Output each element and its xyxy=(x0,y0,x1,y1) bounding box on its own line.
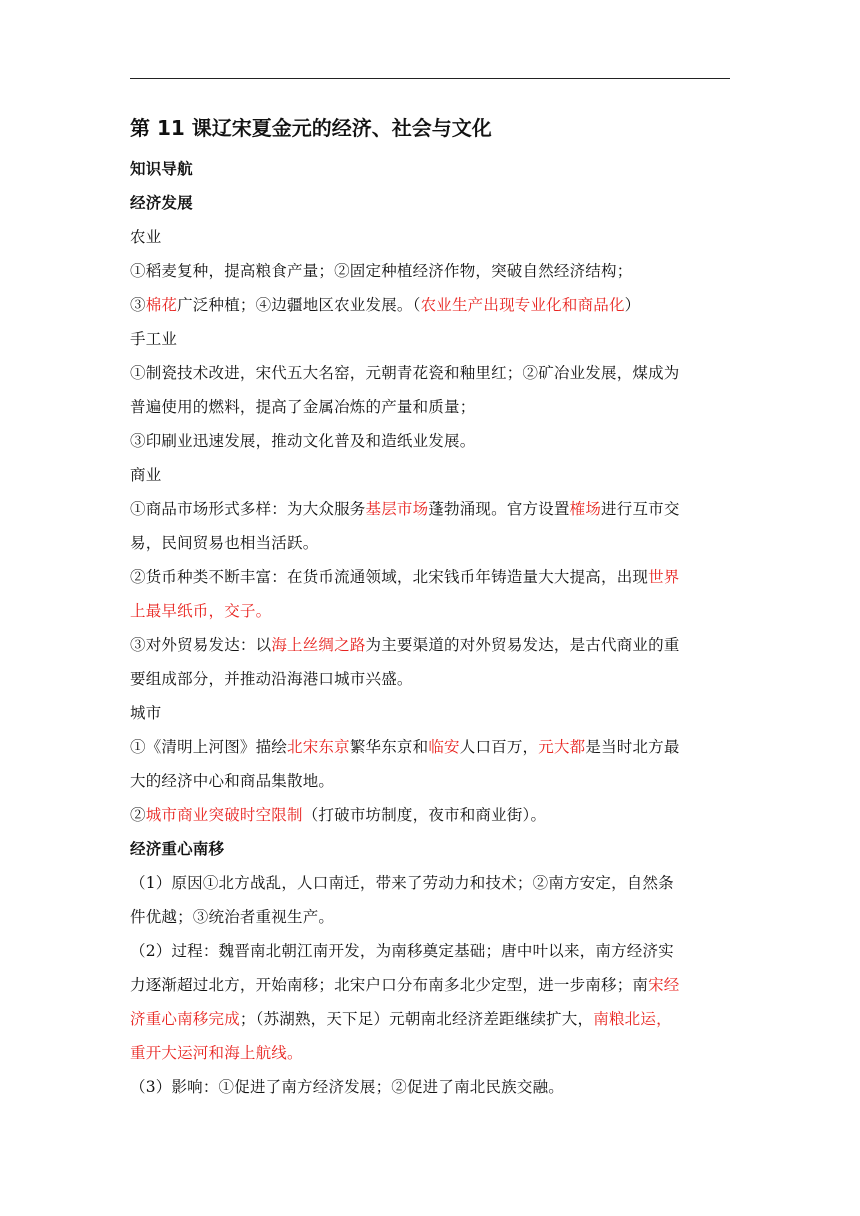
section-heading-economy: 经济发展 xyxy=(130,194,193,212)
text-run: 进行互市交 xyxy=(601,500,680,518)
text-run: 。 xyxy=(255,602,272,620)
text-run: ①《清明上河图》描绘 xyxy=(130,738,288,756)
highlight-text: 世界 xyxy=(648,568,680,586)
paragraph-line: （1）原因①北方战乱，人口南迁，带来了劳动力和技术；②南方安定，自然条 xyxy=(130,874,674,892)
text-run: ③对外贸易发达：以 xyxy=(130,636,272,654)
paragraph-line xyxy=(130,973,735,995)
paragraph-line xyxy=(130,599,735,621)
paragraph-line xyxy=(130,565,735,587)
paragraph-line: ①稻麦复种，提高粮食产量；②固定种植经济作物，突破自然经济结构； xyxy=(130,262,633,280)
paragraph-line xyxy=(130,803,735,825)
highlight-text: 济重心南移完成 xyxy=(130,1010,240,1028)
text-run: ② xyxy=(130,806,146,824)
subheading-agriculture: 农业 xyxy=(130,228,162,246)
page-title: 第 11 课辽宋夏金元的经济、社会与文化 xyxy=(130,116,492,140)
paragraph-line: 重开大运河和海上航线。 xyxy=(130,1044,303,1062)
paragraph-line: （3）影响：①促进了南方经济发展；②促进了南北民族交融。 xyxy=(130,1078,564,1096)
highlight-text: 上最早纸币，交子 xyxy=(130,602,256,620)
section-heading-shift: 经济重心南移 xyxy=(130,840,225,858)
highlight-text: 榷场 xyxy=(569,500,602,518)
text-run: 广泛种植；④边疆地区农业发展。（ xyxy=(177,296,421,314)
text-run: 繁华东京和 xyxy=(349,738,429,756)
subheading-commerce: 商业 xyxy=(130,466,162,484)
highlight-text: 临安 xyxy=(428,738,460,756)
paragraph-line: 普遍使用的燃料，提高了金属冶炼的产量和质量； xyxy=(130,398,476,416)
highlight-text: 基层市场 xyxy=(365,500,429,518)
highlight-text: 城市商业突破时空限制 xyxy=(145,806,303,824)
highlight-text: 北宋东京 xyxy=(287,738,350,756)
paragraph-line: 件优越；③统治者重视生产。 xyxy=(130,908,335,926)
text-run: ） xyxy=(624,296,641,314)
paragraph-line xyxy=(130,633,735,655)
text-run: 蓬勃涌现。官方设置 xyxy=(428,500,570,518)
subheading-handicraft: 手工业 xyxy=(130,330,178,348)
subheading-city: 城市 xyxy=(130,704,162,722)
text-run: （打破市坊制度，夜市和商业街）。 xyxy=(302,806,547,824)
highlight-text: 宋经 xyxy=(648,976,680,994)
highlight-text: 南粮北运， xyxy=(593,1010,672,1028)
text-run: 力逐渐超过北方，开始南移；北宋户口分布南多北少定型，进一步南移；南 xyxy=(130,976,649,994)
paragraph-line: ③印刷业迅速发展，推动文化普及和造纸业发展。 xyxy=(130,432,476,450)
paragraph-line: 大的经济中心和商品集散地。 xyxy=(130,772,335,790)
text-run: ③ xyxy=(130,296,146,314)
text-run: ①商品市场形式多样：为大众服务 xyxy=(130,500,366,518)
text-run: 人口百万， xyxy=(459,738,539,756)
text-run: ；（苏湖熟，天下足）元朝南北经济差距继续扩大， xyxy=(239,1010,594,1028)
paragraph-line xyxy=(130,735,735,757)
paragraph-line xyxy=(130,497,735,519)
highlight-text: 元大都 xyxy=(538,738,586,756)
paragraph-line: ①制瓷技术改进，宋代五大名窑，元朝青花瓷和釉里红；②矿冶业发展，煤成为 xyxy=(130,364,680,382)
highlight-text: 农业生产出现专业化和商品化 xyxy=(420,296,625,314)
section-heading-nav: 知识导航 xyxy=(130,160,193,178)
paragraph-line xyxy=(130,293,735,315)
text-run: ②货币种类不断丰富：在货币流通领域，北宋钱币年铸造量大大提高，出现 xyxy=(130,568,649,586)
header-rule xyxy=(130,78,730,79)
highlight-text: 海上丝绸之路 xyxy=(271,636,366,654)
text-run: 为主要渠道的对外贸易发达，是古代商业的重 xyxy=(365,636,680,654)
paragraph-line: （2）过程：魏晋南北朝江南开发，为南移奠定基础；唐中叶以来，南方经济实 xyxy=(130,942,674,960)
paragraph-line xyxy=(130,1007,735,1029)
text-run: 是当时北方最 xyxy=(585,738,680,756)
paragraph-line: 要组成部分，并推动沿海港口城市兴盛。 xyxy=(130,670,413,688)
highlight-text: 棉花 xyxy=(145,296,178,314)
paragraph-line: 易，民间贸易也相当活跃。 xyxy=(130,534,319,552)
